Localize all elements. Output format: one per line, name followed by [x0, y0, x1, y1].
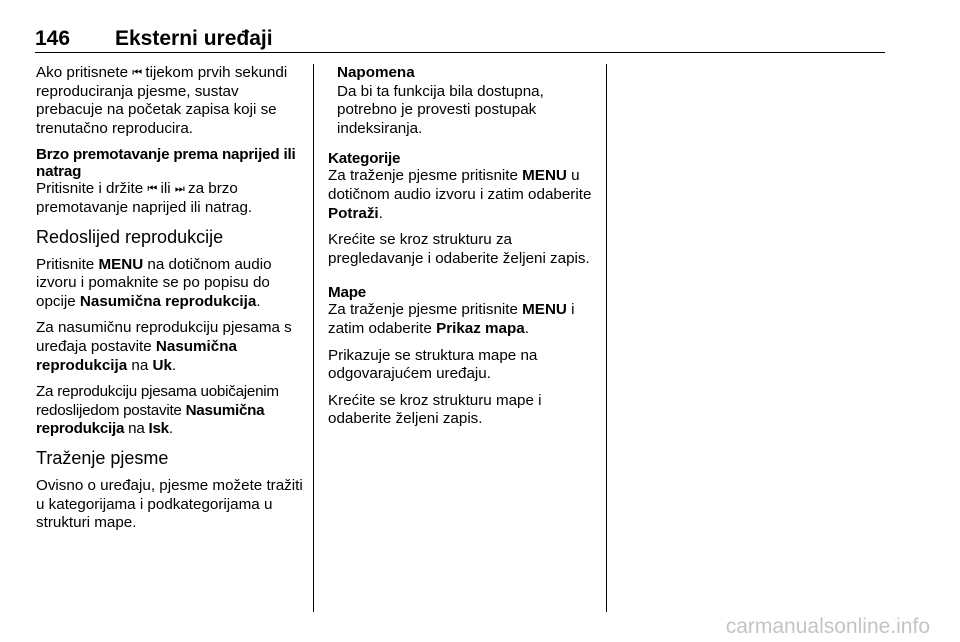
subheading-fast-forward: Brzo premotavanje prema naprijed ili natrag	[36, 146, 296, 181]
paragraph-order-2: Za nasumičnu reprodukciju pjesama s uređaja postavite Nasumična reprodukcija na Uk.	[36, 319, 292, 374]
column-divider	[313, 64, 314, 612]
paragraph-fast-forward: Pritisnite i držite ⏮ ili ⏭ za brzo premotavanje naprijed ili natrag.	[36, 180, 253, 216]
heading-playback-order: Redoslijed reprodukcije	[36, 226, 224, 247]
page-header	[35, 26, 885, 53]
page-number: 146	[35, 27, 71, 50]
skip-forward-icon: ⏭	[174, 183, 184, 196]
watermark: carmanualsonline.info	[725, 615, 930, 638]
paragraph-previous-track: Ako pritisnete ⏮ tijekom prvih sekundi reproduciranja pjesme, sustav prebacuje na početak zapisa koji se trenutačno reproducira.	[36, 64, 288, 137]
note-text: Da bi ta funkcija bila dostupna, potrebno je provesti postupak indeksiranja.	[337, 82, 544, 137]
note-box	[337, 64, 598, 138]
column-left	[36, 64, 306, 541]
paragraph-order-1: Pritisnite MENU na dotičnom audio izvoru i pomaknite se po popisu do opcije Nasumična reprodukcija.	[36, 255, 272, 310]
column-middle	[328, 64, 598, 437]
heading-song-search: Traženje pjesme	[36, 447, 169, 468]
chapter-title: Eksterni uređaji	[115, 27, 273, 50]
subheading-folders: Mape	[328, 284, 367, 302]
skip-back-icon: ⏮	[132, 67, 142, 79]
paragraph-categories-1: Za traženje pjesme pritisnite MENU u dotičnom audio izvoru i zatim odaberite Potraži.	[328, 167, 592, 222]
paragraph-song-search: Ovisno o uređaju, pjesme možete tražiti u kategorijama i podkategorijama u strukturi mape.	[36, 476, 303, 532]
paragraph-folders-1: Za traženje pjesme pritisnite MENU i zatim odaberite Prikaz mapa.	[328, 301, 575, 337]
paragraph-folders-2: Prikazuje se struktura mape na odgovarajućem uređaju.	[328, 346, 538, 383]
paragraph-categories-2: Krećite se kroz strukturu za pregledavanje i odaberite željeni zapis.	[328, 231, 590, 267]
paragraph-order-3: Za reprodukciju pjesama uobičajenim redoslijedom postavite Nasumična reprodukcija na Isk.	[36, 383, 279, 438]
note-title: Napomena	[337, 64, 415, 81]
subheading-categories: Kategorije	[328, 150, 401, 168]
paragraph-folders-3: Krećite se kroz strukturu mape i odaberite željeni zapis.	[328, 391, 542, 428]
column-divider	[606, 64, 607, 612]
skip-back-icon: ⏮	[147, 183, 157, 196]
